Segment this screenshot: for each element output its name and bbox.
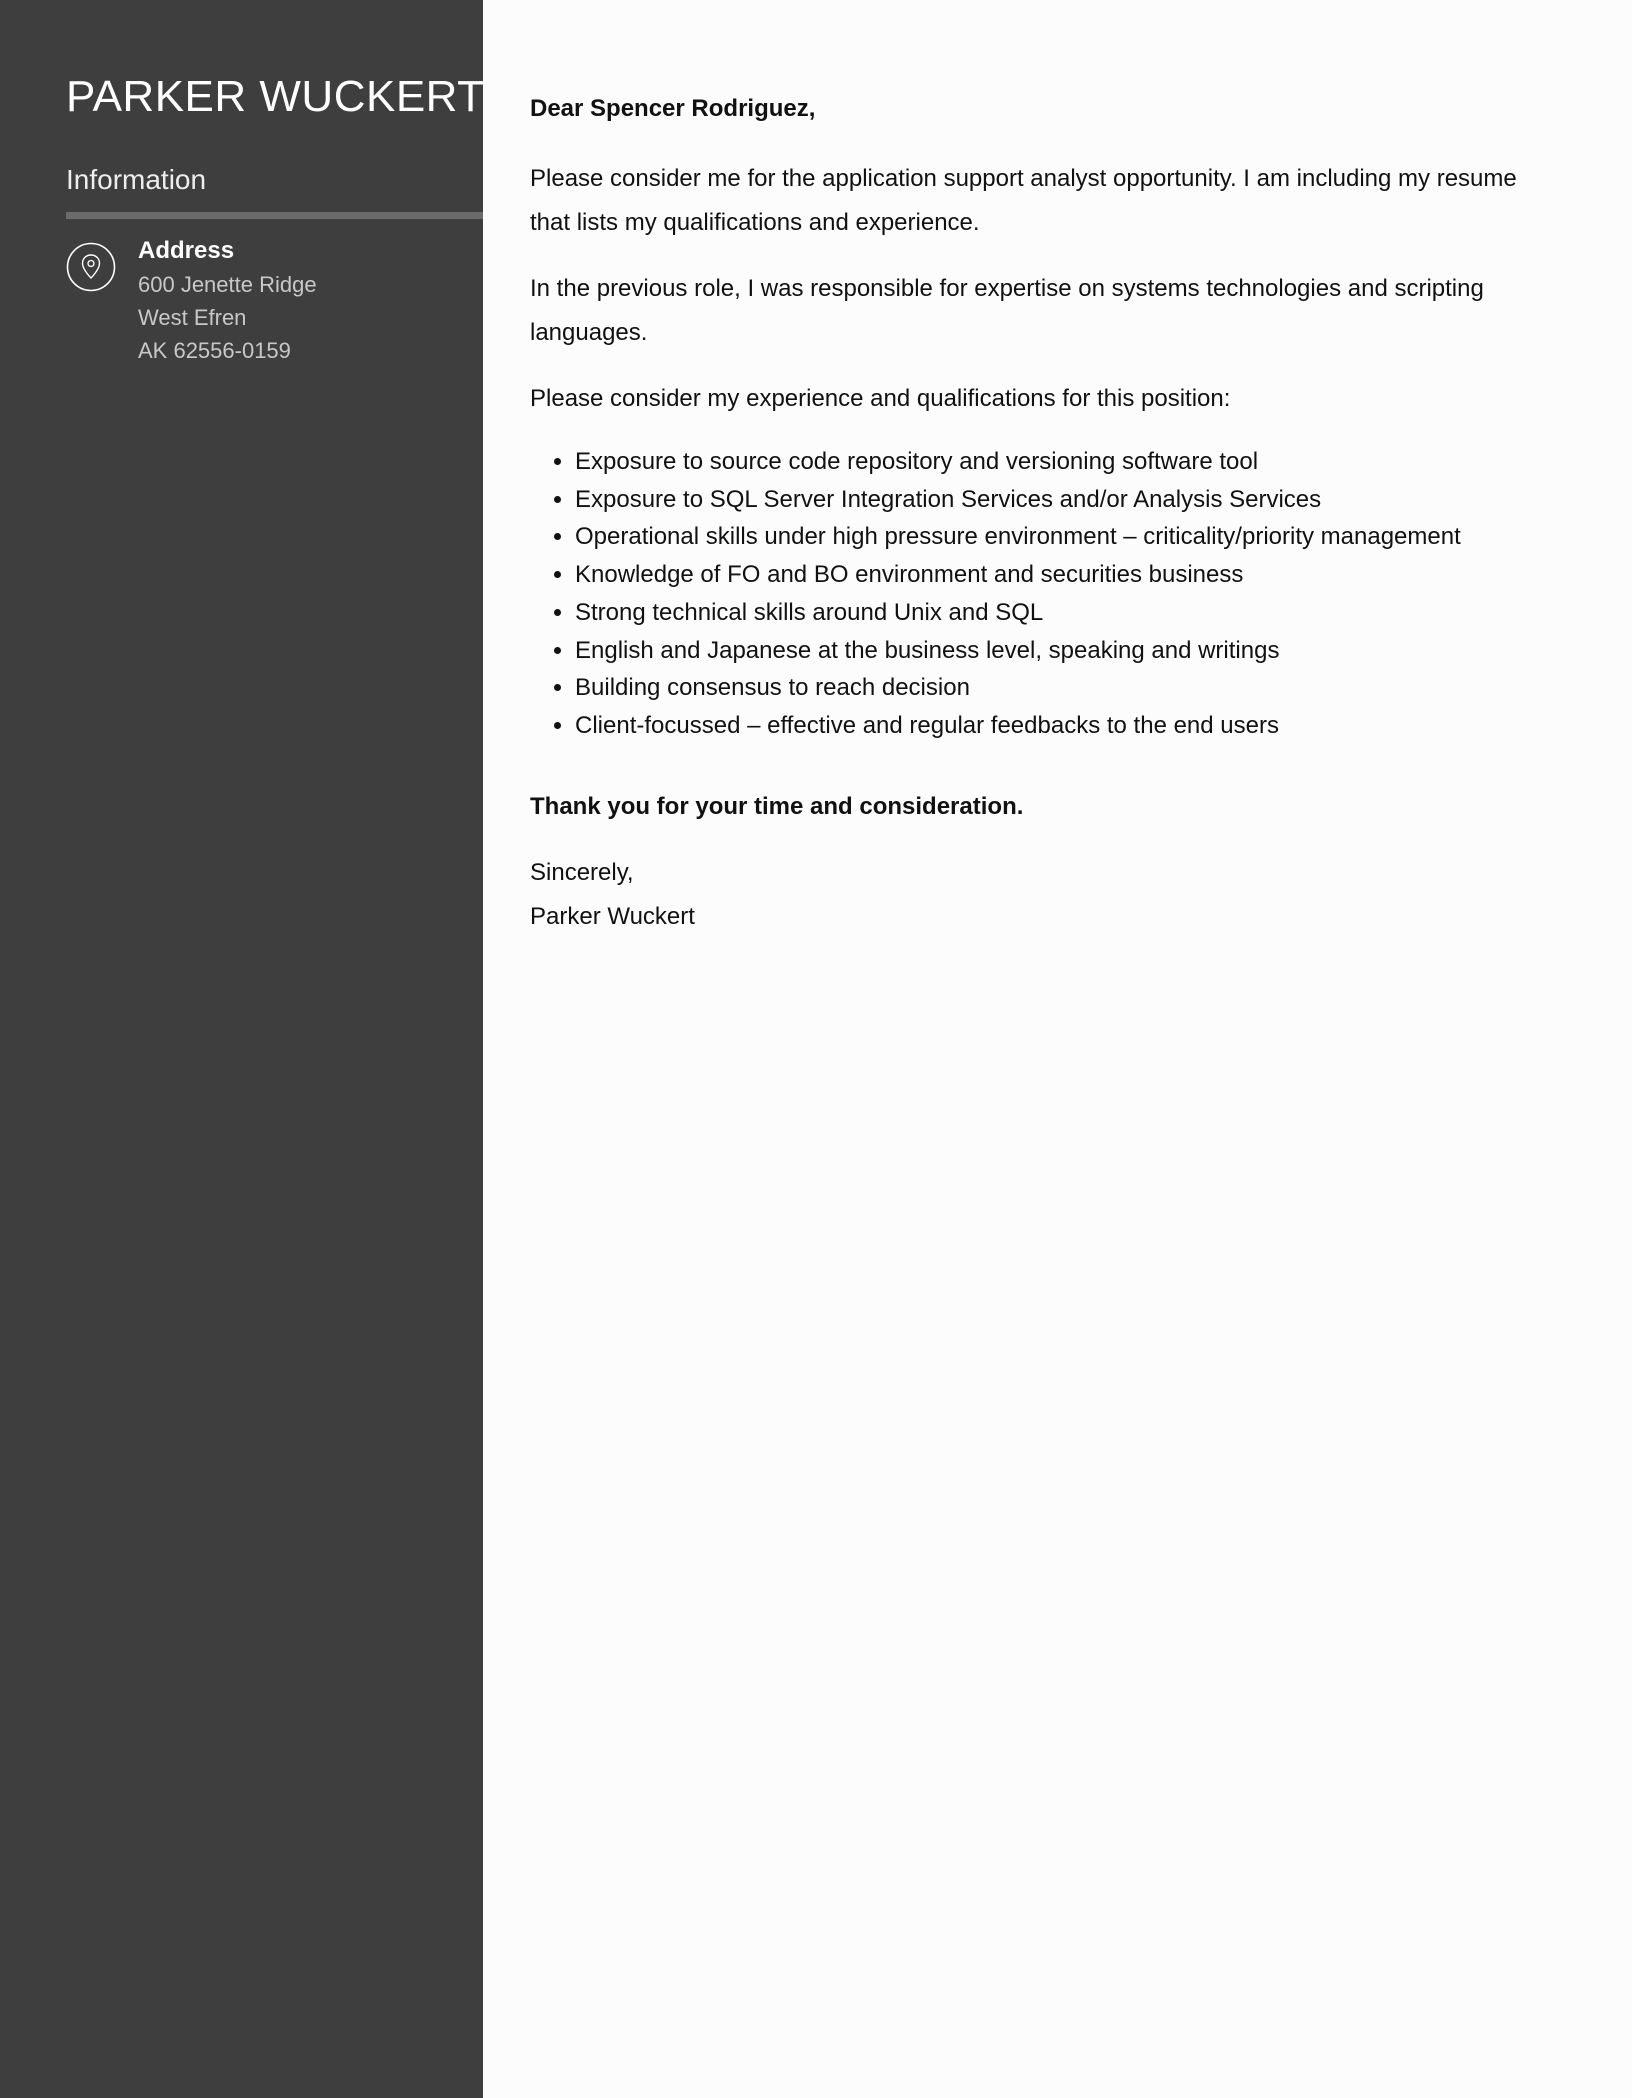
location-pin-icon: [66, 242, 116, 292]
address-line-street: 600 Jenette Ridge: [138, 272, 317, 297]
list-item: • English and Japanese at the business level, speaking and writings: [575, 632, 1461, 670]
list-item: • Exposure to SQL Server Integration Services and/or Analysis Services: [575, 481, 1461, 519]
information-heading: Information: [66, 164, 207, 195]
list-item: • Operational skills under high pressure environment – criticality/priority management: [575, 518, 1461, 556]
list-item: • Building consensus to reach decision: [575, 669, 1461, 707]
list-item: • Exposure to source code repository and versioning software tool: [575, 443, 1461, 481]
address-line-city: West Efren: [138, 305, 247, 330]
list-item: • Strong technical skills around Unix and SQL: [575, 594, 1461, 632]
list-item: • Client-focussed – effective and regular feedbacks to the end users: [575, 707, 1461, 745]
previous-role-paragraph: In the previous role, I was responsible for expertise on systems technologies and scripting languages.: [530, 275, 1484, 346]
address-label: Address: [138, 237, 235, 264]
intro-paragraph: Please consider me for the application support analyst opportunity. I am including my resume that lists my qualifications and experience.: [530, 165, 1517, 236]
sidebar: [0, 0, 483, 2098]
qualifications-list: [530, 443, 1461, 745]
salutation: Dear Spencer Rodriguez,: [530, 95, 816, 122]
signoff: Sincerely,: [530, 859, 634, 886]
section-divider: [66, 212, 483, 219]
address-line-state-zip: AK 62556-0159: [138, 338, 291, 363]
qualifications-intro: Please consider my experience and qualifications for this position:: [530, 385, 1231, 412]
thanks-line: Thank you for your time and consideration.: [530, 793, 1024, 820]
list-item: • Knowledge of FO and BO environment and securities business: [575, 556, 1461, 594]
applicant-name: PARKER WUCKERT: [66, 72, 485, 121]
signature: Parker Wuckert: [530, 903, 695, 930]
